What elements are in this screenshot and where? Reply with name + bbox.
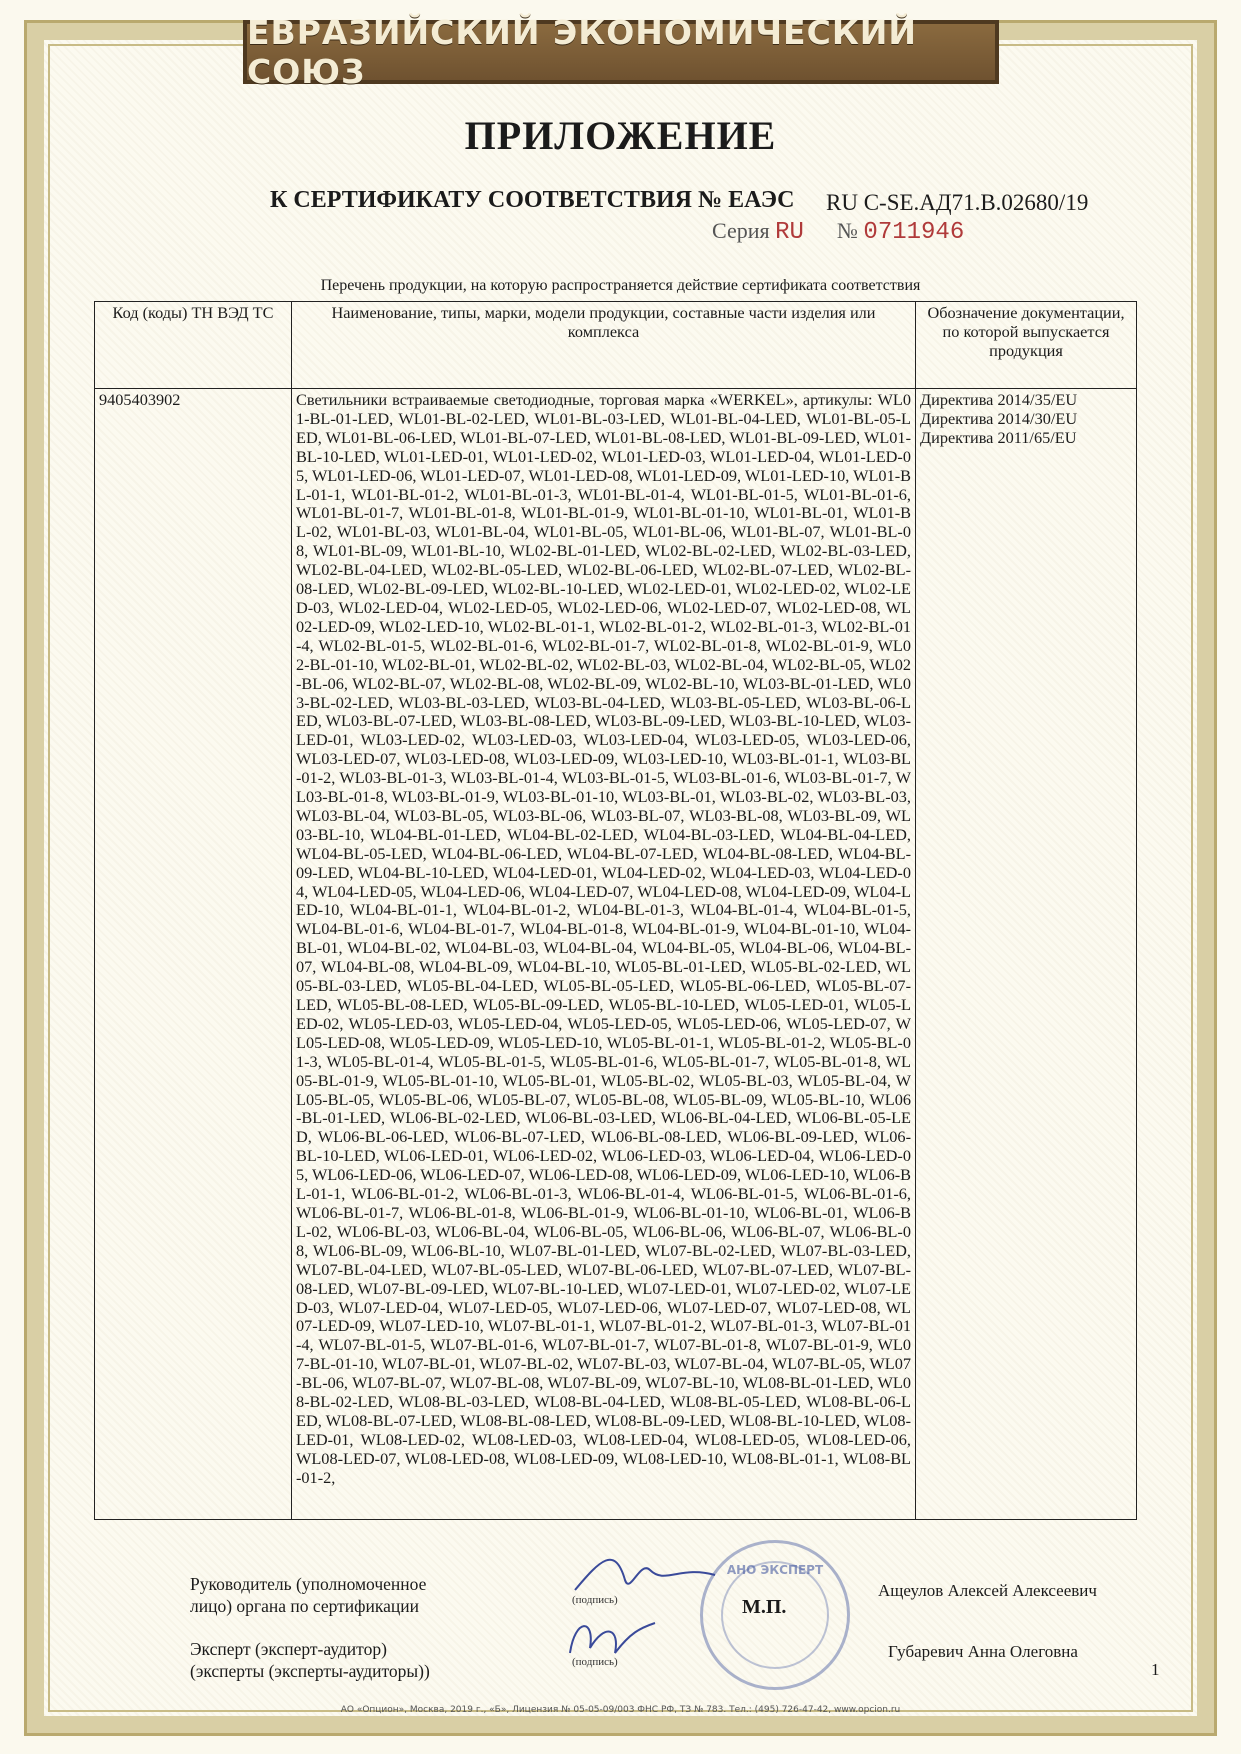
stamp-text: АНО ЭКСПЕРТ — [726, 1563, 824, 1577]
certificate-number: RU C-SE.АД71.В.02680/19 — [826, 190, 1089, 215]
expert-role-line1: Эксперт (эксперт-аудитор) — [190, 1639, 387, 1659]
product-list-caption: Перечень продукции, на которую распространяется действие сертификата соответствия — [320, 277, 921, 294]
expert-name: Губаревич Анна Олеговна — [888, 1642, 1078, 1661]
number-label: № — [836, 218, 858, 243]
union-banner — [243, 13, 999, 91]
number-value: 0711946 — [863, 219, 965, 246]
certificate-subtitle: К СЕРТИФИКАТУ СООТВЕТСТВИЯ № ЕАЭС — [270, 187, 795, 213]
header-docs: Обозначение документации, по которой выпускается продукция — [916, 302, 1137, 389]
doc-item: Директива 2014/35/EU — [920, 390, 1078, 409]
head-role-line1: Руководитель (уполномоченное — [190, 1574, 427, 1594]
document-title: ПРИЛОЖЕНИЕ — [464, 113, 777, 158]
table-header-row — [95, 302, 1137, 389]
cell-products: Светильники встраиваемые светодиодные, торговая марка «WERKEL», артикулы: WL01-BL-01-LED, WL01-BL-02-LED, WL01-BL-03-LED, WL01-BL-04-LED, WL01-BL-05-LED, WL01-BL-06-LED, WL01-BL-07-LED, WL01-BL-08-LED, WL01-BL-09-LED, WL01-BL-10-LED, WL01-LED-01, WL01-LED-02, WL01-LED-03, WL01-LED-04, WL01-LED-05, WL01-LED-06, WL01-LED-07, WL01-LED-08, WL01-LED-09, WL01-LED-10, WL01-BL-01-1, WL01-BL-01-2, WL01-BL-01-3, WL01-BL-01-4, WL01-BL-01-5, WL01-BL-01-6, WL01-BL-01-7, WL01-BL-01-8, WL01-BL-01-9, WL01-BL-01-10, WL01-BL-01, WL01-BL-02, WL01-BL-03, WL01-BL-04, WL01-BL-05, WL01-BL-06, WL01-BL-07, WL01-BL-08, WL01-BL-09, WL01-BL-10, WL02-BL-01-LED, WL02-BL-02-LED, WL02-BL-03-LED, WL02-BL-04-LED, WL02-BL-05-LED, WL02-BL-06-LED, WL02-BL-07-LED, WL02-BL-08-LED, WL02-BL-09-LED, WL02-BL-10-LED, WL02-LED-01, WL02-LED-02, WL02-LED-03, WL02-LED-04, WL02-LED-05, WL02-LED-06, WL02-LED-07, WL02-LED-08, WL02-LED-09, WL02-LED-10, WL02-BL-01-1, WL02-BL-01-2, WL02-BL-01-3, WL02-BL-01-4, WL02-BL-01-5, WL02-BL-01-6, WL02-BL-01-7, WL02-BL-01-8, WL02-BL-01-9, WL02-BL-01-10, WL02-BL-01, WL02-BL-02, WL02-BL-03, WL02-BL-04, WL02-BL-05, WL02-BL-06, WL02-BL-07, WL02-BL-08, WL02-BL-09, WL02-BL-10, WL03-BL-01-LED, WL03-BL-02-LED, WL03-BL-03-LED, WL03-BL-04-LED, WL03-BL-05-LED, WL03-BL-06-LED, WL03-BL-07-LED, WL03-BL-08-LED, WL03-BL-09-LED, WL03-BL-10-LED, WL03-LED-01, WL03-LED-02, WL03-LED-03, WL03-LED-04, WL03-LED-05, WL03-LED-06, WL03-LED-07, WL03-LED-08, WL03-LED-09, WL03-LED-10, WL03-BL-01-1, WL03-BL-01-2, WL03-BL-01-3, WL03-BL-01-4, WL03-BL-01-5, WL03-BL-01-6, WL03-BL-01-7, WL03-BL-01-8, WL03-BL-01-9, WL03-BL-01-10, WL03-BL-01, WL03-BL-02, WL03-BL-03, WL03-BL-04, WL03-BL-05, WL03-BL-06, WL03-BL-07, WL03-BL-08, WL03-BL-09, WL03-BL-10, WL04-BL-01-LED, WL04-BL-02-LED, WL04-BL-03-LED, WL04-BL-04-LED, WL04-BL-05-LED, WL04-BL-06-LED, WL04-BL-07-LED, WL04-BL-08-LED, WL04-BL-09-LED, WL04-BL-10-LED, WL04-LED-01, WL04-LED-02, WL04-LED-03, WL04-LED-04, WL04-LED-05, WL04-LED-06, WL04-LED-07, WL04-LED-08, WL04-LED-09, WL04-LED-10, WL04-BL-01-1, WL04-BL-01-2, WL04-BL-01-3, WL04-BL-01-4, WL04-BL-01-5, WL04-BL-01-6, WL04-BL-01-7, WL04-BL-01-8, WL04-BL-01-9, WL04-BL-01-10, WL04-BL-01, WL04-BL-02, WL04-BL-03, WL04-BL-04, WL04-BL-05, WL04-BL-06, WL04-BL-07, WL04-BL-08, WL04-BL-09, WL04-BL-10, WL05-BL-01-LED, WL05-BL-02-LED, WL05-BL-03-LED, WL05-BL-04-LED, WL05-BL-05-LED, WL05-BL-06-LED, WL05-BL-07-LED, WL05-BL-08-LED, WL05-BL-09-LED, WL05-BL-10-LED, WL05-LED-01, WL05-LED-02, WL05-LED-03, WL05-LED-04, WL05-LED-05, WL05-LED-06, WL05-LED-07, WL05-LED-08, WL05-LED-09, WL05-LED-10, WL05-BL-01-1, WL05-BL-01-2, WL05-BL-01-3, WL05-BL-01-4, WL05-BL-01-5, WL05-BL-01-6, WL05-BL-01-7, WL05-BL-01-8, WL05-BL-01-9, WL05-BL-01-10, WL05-BL-01, WL05-BL-02, WL05-BL-03, WL05-BL-04, WL05-BL-05, WL05-BL-06, WL05-BL-07, WL05-BL-08, WL05-BL-09, WL05-BL-10, WL06-BL-01-LED, WL06-BL-02-LED, WL06-BL-03-LED, WL06-BL-04-LED, WL06-BL-05-LED, WL06-BL-06-LED, WL06-BL-07-LED, WL06-BL-08-LED, WL06-BL-09-LED, WL06-BL-10-LED, WL06-LED-01, WL06-LED-02, WL06-LED-03, WL06-LED-04, WL06-LED-05, WL06-LED-06, WL06-LED-07, WL06-LED-08, WL06-LED-09, WL06-LED-10, WL06-BL-01-1, WL06-BL-01-2, WL06-BL-01-3, WL06-BL-01-4, WL06-BL-01-5, WL06-BL-01-6, WL06-BL-01-7, WL06-BL-01-8, WL06-BL-01-9, WL06-BL-01-10, WL06-BL-01, WL06-BL-02, WL06-BL-03, WL06-BL-04, WL06-BL-05, WL06-BL-06, WL06-BL-07, WL06-BL-08, WL06-BL-09, WL06-BL-10, WL07-BL-01-LED, WL07-BL-02-LED, WL07-BL-03-LED, WL07-BL-04-LED, WL07-BL-05-LED, WL07-BL-06-LED, WL07-BL-07-LED, WL07-BL-08-LED, WL07-BL-09-LED, WL07-BL-10-LED, WL07-LED-01, WL07-LED-02, WL07-LED-03, WL07-LED-04, WL07-LED-05, WL07-LED-06, WL07-LED-07, WL07-LED-08, WL07-LED-09, WL07-LED-10, WL07-BL-01-1, WL07-BL-01-2, WL07-BL-01-3, WL07-BL-01-4, WL07-BL-01-5, WL07-BL-01-6, WL07-BL-01-7, WL07-BL-01-8, WL07-BL-01-9, WL07-BL-01-10, WL07-BL-01, WL07-BL-02, WL07-BL-03, WL07-BL-04, WL07-BL-05, WL07-BL-06, WL07-BL-07, WL07-BL-08, WL07-BL-09, WL07-BL-10, WL08-BL-01-LED, WL08-BL-02-LED, WL08-BL-03-LED, WL08-BL-04-LED, WL08-BL-05-LED, WL08-BL-06-LED, WL08-BL-07-LED, WL08-BL-08-LED, WL08-BL-09-LED, WL08-BL-10-LED, WL08-LED-01, WL08-LED-02, WL08-LED-03, WL08-LED-04, WL08-LED-05, WL08-LED-06, WL08-LED-07, WL08-LED-08, WL08-LED-09, WL08-LED-10, WL08-BL-01-1, WL08-BL-01-2, — [292, 389, 916, 1520]
cell-code: 9405403902 — [95, 389, 292, 1520]
page-number: 1 — [1151, 1660, 1160, 1679]
union-banner-text: ЕВРАЗИЙСКИЙ ЭКОНОМИЧЕСКИЙ СОЮЗ — [247, 13, 918, 91]
head-role — [190, 1573, 426, 1617]
expert-role-line2: (эксперты (эксперты-аудиторы)) — [190, 1661, 430, 1681]
head-name: Ащеулов Алексей Алексеевич — [878, 1581, 1097, 1600]
head-signature-label: (подпись) — [572, 1594, 618, 1606]
expert-signature-label: (подпись) — [572, 1656, 618, 1668]
series-line — [712, 218, 964, 246]
table-row — [95, 389, 1137, 1520]
doc-item: Директива 2011/65/EU — [920, 427, 1077, 447]
series-label: Серия — [712, 218, 770, 243]
cell-docs — [916, 389, 1137, 1520]
head-role-line2: лицо) органа по сертификации — [190, 1596, 419, 1616]
expert-role — [190, 1638, 430, 1682]
series-value: RU — [775, 219, 804, 246]
header-name: Наименование, типы, марки, модели продукции, составные части изделия или комплекса — [292, 302, 916, 389]
header-code: Код (коды) ТН ВЭД ТС — [95, 302, 292, 389]
product-table — [94, 301, 1137, 1520]
stamp-label: М.П. — [742, 1596, 787, 1618]
printer-footer: АО «Опцион», Москва, 2019 г., «Б», Лицензия № 05-05-09/003 ФНС РФ, ТЗ № 783. Тел.: (495) 726-47-42, www.opcion.ru — [340, 1705, 901, 1715]
doc-item: Директива 2014/30/EU — [920, 408, 1078, 428]
